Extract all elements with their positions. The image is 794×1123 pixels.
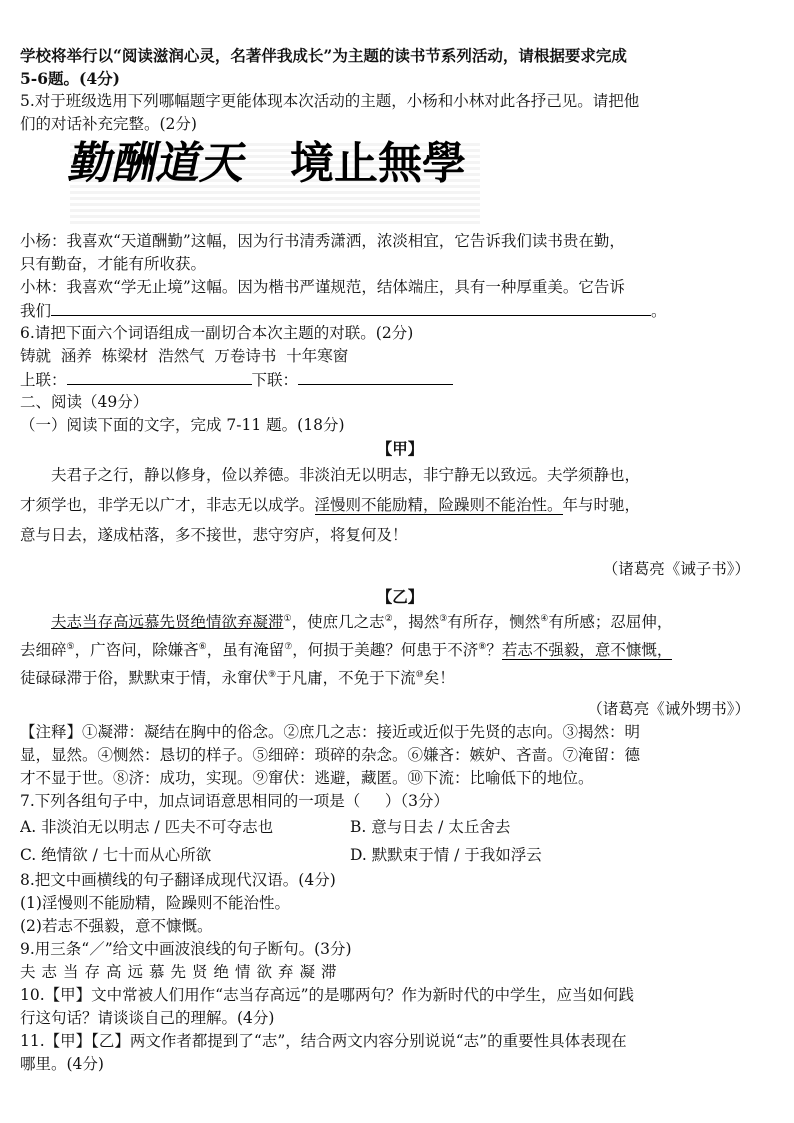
q7-options-row-1 — [20, 813, 780, 841]
upper-label: 上联： — [20, 371, 67, 389]
upper-couplet-blank[interactable] — [67, 368, 252, 385]
yi-t1: ，使庶几之志 — [291, 613, 385, 631]
q8-title: 8.把文中画横线的句子翻译成现代汉语。(4分) — [20, 871, 336, 889]
lin-line-1: 小林：我喜欢“学无止境”这幅。因为楷书严谨规范，结体端庄，具有一种厚重美。它告诉 — [20, 278, 625, 296]
q6-answer-row — [20, 368, 780, 391]
yi-t12: 于凡庸，不免于下流 — [276, 669, 416, 687]
yi-t9: ？ — [486, 641, 502, 659]
subsection-1-title: （一）阅读下面的文字，完成 7-11 题。(18分) — [20, 416, 345, 434]
yi-wavy: 夫志当存高远慕先贤绝情欲弃凝滞 — [51, 613, 284, 631]
lin-suffix: 。 — [651, 302, 667, 320]
q5-line-2: 们的对话补充完整。(2分) — [20, 115, 197, 133]
yi-t5: 去细碎 — [20, 641, 67, 659]
lin-prefix: 我们 — [20, 302, 52, 320]
lower-couplet-blank[interactable] — [298, 368, 453, 385]
yi-t6: ，广咨问，除嫌吝 — [74, 641, 199, 659]
q6-title: 6.请把下面六个词语组成一副切合本次主题的对联。(2分) — [20, 324, 414, 342]
lower-label: 下联： — [251, 371, 299, 389]
notes-line-2: 显，显然。④恻然：恳切的样子。⑤细碎：琐碎的杂念。⑥嫌吝：嫉妒、吝啬。⑦淹留：德 — [20, 746, 641, 764]
yi-t7: ，虽有淹留 — [206, 641, 285, 659]
jia-line-1: 夫君子之行，静以修身，俭以养德。非淡泊无以明志，非宁静无以致远。夫学须静也， — [51, 466, 641, 484]
yang-line-2: 只有勤奋，才能有所收获。 — [20, 255, 207, 273]
yi-t4: 有所感；忍屈伸， — [548, 613, 673, 631]
yi-line-3: 徒碌碌滞于俗，默默束于情，永窜伏⑨于凡庸，不免于下流⑩矣！ — [20, 669, 455, 687]
jia-underlined: 淫慢则不能励精，险躁则不能治性。 — [314, 496, 563, 514]
q10-line-1: 10.【甲】文中常被人们用作“志当存高远”的是哪两句？作为新时代的中学生，应当如何践 — [20, 986, 635, 1004]
lin-line-2 — [20, 299, 780, 322]
q7-options-row-2 — [20, 841, 780, 869]
yi-t3: 有所存，恻然 — [447, 613, 541, 631]
notes-line-1: 【注释】①凝滞：凝结在胸中的俗念。②庶几之志：接近或近似于先贤的志向。③揭然：明 — [20, 723, 641, 741]
intro-line-1: 学校将举行以“阅读滋润心灵，名著伴我成长”为主题的读书节系列活动，请根据要求完成 — [20, 46, 627, 65]
q11-line-2: 哪里。(4分) — [20, 1055, 104, 1073]
q9-text: 夫志当存高远慕先贤绝情欲弃凝滞 — [20, 963, 343, 981]
yi-underlined: 若志不强毅，意不慷慨， — [501, 641, 673, 659]
q11-line-1: 11.【甲】【乙】两文作者都提到了“志”，结合两文内容分别说说“志”的重要性具体表现在 — [20, 1032, 627, 1050]
calligraphy-right: 境止無學 — [290, 138, 466, 189]
jia-source: （诸葛亮《诫子书》） — [602, 560, 750, 578]
yi-t11: 徒碌碌滞于俗，默默束于情，永窜伏 — [20, 669, 269, 687]
yi-t2: ，揭然 — [392, 613, 440, 631]
yi-title: 【乙】 — [376, 587, 424, 606]
q8-item-1: (1)淫慢则不能励精，险躁则不能治性。 — [20, 894, 290, 912]
calligraphy-left: 勤酬道天 — [64, 138, 252, 189]
jia-line-2 — [20, 490, 780, 520]
q9-title: 9.用三条“／”给文中画波浪线的句子断句。(3分) — [20, 940, 352, 958]
yi-t13: 矣！ — [423, 669, 455, 687]
q7-option-b[interactable]: B. 意与日去 / 太丘舍去 — [350, 818, 511, 836]
q7-option-a[interactable]: A. 非淡泊无以明志 / 匹夫不可夺志也 — [20, 818, 274, 836]
q5-line-1: 5.对于班级选用下列哪幅题字更能体现本次活动的主题，小杨和小林对此各抒己见。请把他 — [20, 92, 640, 110]
q7-option-d[interactable]: D. 默默束于情 / 于我如浮云 — [350, 846, 542, 864]
jia-text-a: 才须学也，非学无以广才，非志无以成学。 — [20, 496, 315, 514]
jia-line-3: 意与日去，遂成枯落，多不接世，悲守穷庐，将复何及！ — [20, 526, 408, 544]
answer-blank-lin[interactable] — [51, 299, 651, 316]
section-2-title: 二、阅读（49分） — [20, 393, 149, 411]
calligraphy-image — [64, 138, 480, 224]
q6-words: 铸就 涵养 栋梁材 浩然气 万卷诗书 十年寒窗 — [20, 347, 349, 365]
q7-title: 7.下列各组句子中，加点词语意思相同的一项是（ ）（3分） — [20, 792, 450, 810]
intro-line-2: 5-6题。(4分) — [20, 69, 120, 88]
yi-line-1: 夫志当存高远慕先贤绝情欲弃凝滞①，使庶几之志②，揭然③有所存，恻然④有所感；忍屈伸， — [51, 613, 673, 631]
exam-page — [20, 44, 780, 1076]
yang-line-1: 小杨：我喜欢“天道酬勤”这幅，因为行书清秀潇洒，浓淡相宜，它告诉我们读书贵在勤， — [20, 232, 625, 250]
jia-text-b: 年与时驰， — [562, 496, 641, 514]
q10-line-2: 行这句话？请谈谈自己的理解。(4分) — [20, 1009, 275, 1027]
yi-t8: ，何损于美趣？何患于不济 — [292, 641, 479, 659]
yi-line-2: 去细碎⑤，广咨问，除嫌吝⑥，虽有淹留⑦，何损于美趣？何患于不济⑧？若志不强毅，意不慷慨， — [20, 641, 673, 659]
q7-option-c[interactable]: C. 绝情欲 / 七十而从心所欲 — [20, 846, 212, 864]
notes-line-3: 才不显于世。⑧济：成功，实现。⑨窜伏：逃避，藏匿。⑩下流：比喻低下的地位。 — [20, 769, 594, 787]
q8-item-2: (2)若志不强毅，意不慷慨。 — [20, 917, 213, 935]
jia-title: 【甲】 — [376, 439, 424, 458]
yi-source: （诸葛亮《诫外甥书》） — [587, 700, 750, 718]
